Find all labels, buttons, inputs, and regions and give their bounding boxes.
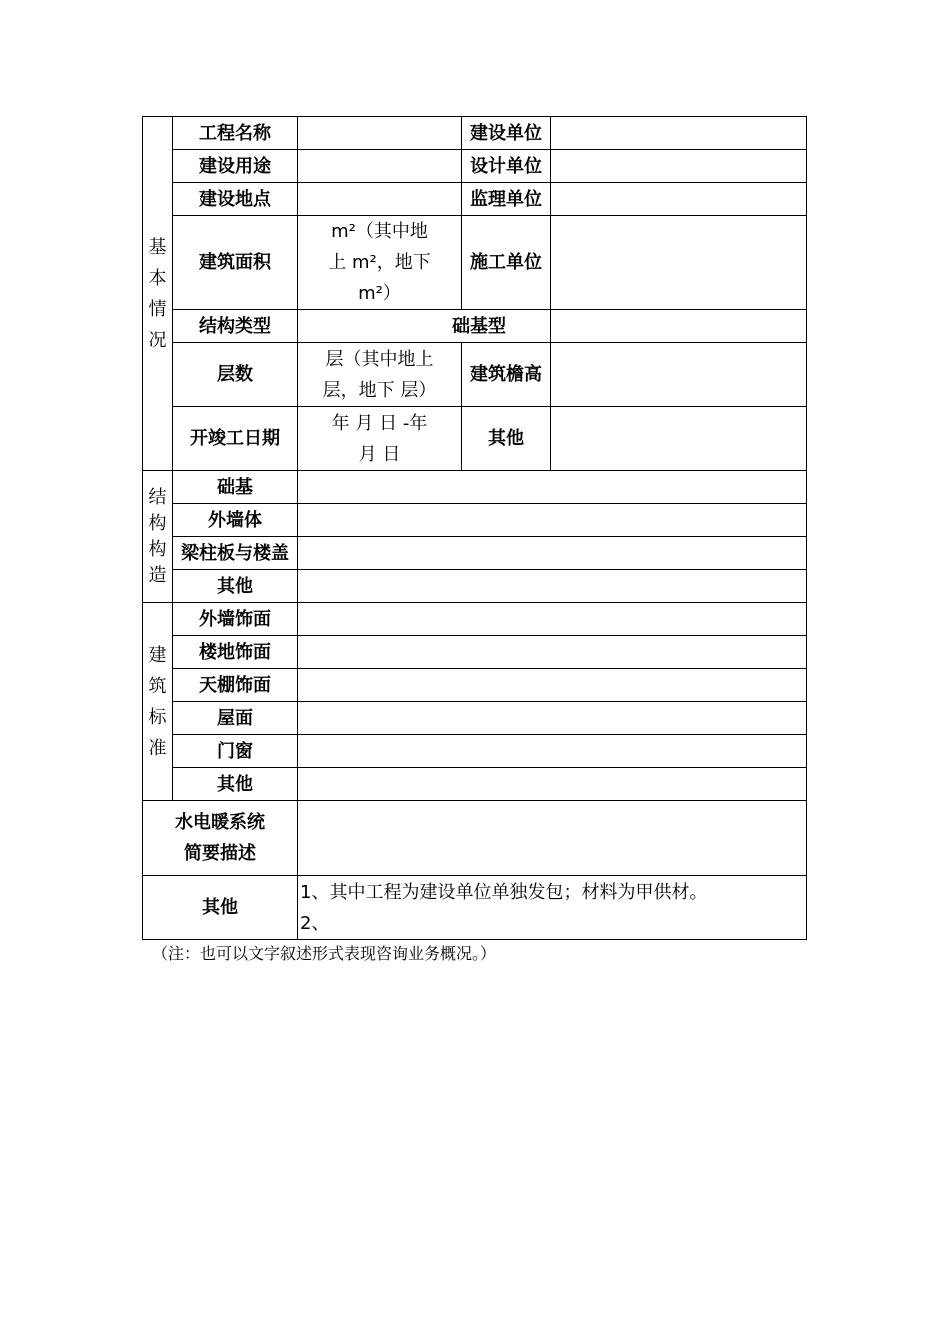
- foundation-field[interactable]: [298, 471, 807, 504]
- mep-field[interactable]: [298, 801, 807, 876]
- foundation-type-field[interactable]: [551, 310, 807, 343]
- mep-label: [143, 801, 298, 876]
- owner-field[interactable]: [551, 117, 807, 150]
- ext-finish-field[interactable]: [298, 603, 807, 636]
- floors-line-2: 层，地下 层）: [322, 379, 437, 401]
- section-arch-label: 建筑标准: [148, 644, 167, 759]
- other-label-1: 其他: [462, 407, 551, 471]
- supervisor-label: 监理单位: [462, 183, 551, 216]
- section-structure-label: 结构构造: [148, 486, 167, 586]
- ceiling-finish-label: 天棚饰面: [173, 669, 298, 702]
- foundation-type-label: 础基型: [298, 310, 551, 343]
- floors-label: 层数: [173, 343, 298, 407]
- structure-type-label: 结构类型: [173, 310, 298, 343]
- dates-label: 开竣工日期: [173, 407, 298, 471]
- contractor-field[interactable]: [551, 216, 807, 310]
- dates-line-2: 月 日: [358, 443, 401, 465]
- eave-height-label: 建筑檐高: [462, 343, 551, 407]
- other-label-4: 其他: [143, 876, 298, 940]
- project-name-field[interactable]: [298, 117, 462, 150]
- section-arch-cell: [143, 603, 173, 801]
- other-line-1: 1、其中工程为建设单位单独发包；材料为甲供材。: [300, 881, 708, 903]
- contractor-label: 施工单位: [462, 216, 551, 310]
- floors-line-1: 层（其中地上: [325, 348, 434, 370]
- roof-label: 屋面: [173, 702, 298, 735]
- exterior-wall-field[interactable]: [298, 504, 807, 537]
- other-field-4[interactable]: [298, 876, 807, 940]
- dates-line-1: 年 月 日 -年: [331, 412, 428, 434]
- mep-label-line-2: 简要描述: [184, 843, 256, 864]
- beam-field[interactable]: [298, 537, 807, 570]
- usage-label: 建设用途: [173, 150, 298, 183]
- location-field[interactable]: [298, 183, 462, 216]
- area-label: 建筑面积: [173, 216, 298, 310]
- project-name-label: 工程名称: [173, 117, 298, 150]
- roof-field[interactable]: [298, 702, 807, 735]
- doors-field[interactable]: [298, 735, 807, 768]
- area-field[interactable]: [298, 216, 462, 310]
- doors-label: 门窗: [173, 735, 298, 768]
- ext-finish-label: 外墙饰面: [173, 603, 298, 636]
- floor-finish-field[interactable]: [298, 636, 807, 669]
- beam-label: 梁柱板与楼盖: [173, 537, 298, 570]
- designer-label: 设计单位: [462, 150, 551, 183]
- area-line-3: m²）: [358, 283, 401, 304]
- designer-field[interactable]: [551, 150, 807, 183]
- floors-field[interactable]: [298, 343, 462, 407]
- section-basic-cell: [143, 117, 173, 471]
- other-label-2: 其他: [173, 570, 298, 603]
- other-line-2: 2、: [300, 912, 330, 934]
- floor-finish-label: 楼地饰面: [173, 636, 298, 669]
- supervisor-field[interactable]: [551, 183, 807, 216]
- exterior-wall-label: 外墙体: [173, 504, 298, 537]
- usage-field[interactable]: [298, 150, 462, 183]
- other-field-3[interactable]: [298, 768, 807, 801]
- other-field-1[interactable]: [551, 407, 807, 471]
- section-basic-label: 基本情况: [148, 236, 167, 351]
- ceiling-finish-field[interactable]: [298, 669, 807, 702]
- section-structure-cell: [143, 471, 173, 603]
- eave-height-field[interactable]: [551, 343, 807, 407]
- project-info-table: [142, 116, 807, 940]
- footnote: （注：也可以文字叙述形式表现咨询业务概况。）: [152, 944, 497, 963]
- other-field-2[interactable]: [298, 570, 807, 603]
- area-line-1: m²（其中地: [331, 221, 428, 242]
- owner-label: 建设单位: [462, 117, 551, 150]
- dates-field[interactable]: [298, 407, 462, 471]
- foundation-label: 础基: [173, 471, 298, 504]
- mep-label-line-1: 水电暖系统: [175, 812, 265, 833]
- other-label-3: 其他: [173, 768, 298, 801]
- location-label: 建设地点: [173, 183, 298, 216]
- area-line-2: 上 m²，地下: [328, 252, 431, 273]
